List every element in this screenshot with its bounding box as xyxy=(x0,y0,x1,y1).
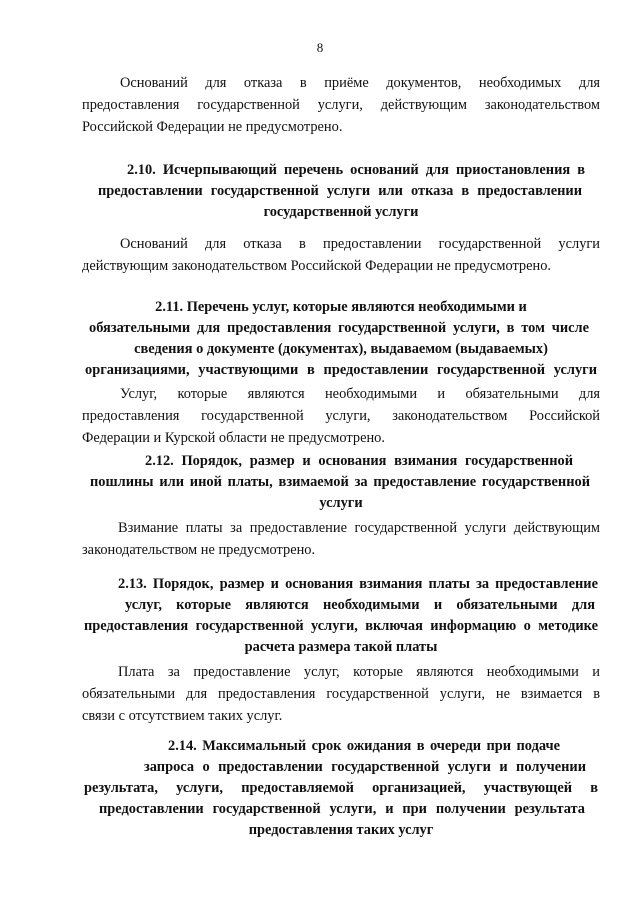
section-heading-line: организациями, участвующими в предоставлении государственной услуги xyxy=(85,362,597,378)
section-heading-line: 2.12. Порядок, размер и основания взимания государственной xyxy=(145,453,573,469)
paragraph-line: Услуг, которые являются необходимыми и обязательными для xyxy=(120,386,600,402)
section-heading-line: услуги xyxy=(319,495,363,511)
section-heading-line: результата, услуги, предоставляемой организацией, участвующей в xyxy=(84,780,598,796)
section-heading-line: предоставления таких услуг xyxy=(248,822,434,838)
section-heading-line: обязательными для предоставления государственной услуги, в том числе xyxy=(89,320,589,336)
paragraph-line: предоставления государственной услуги, действующим законодательством xyxy=(82,97,600,113)
section-heading-line: 2.10. Исчерпывающий перечень оснований для приостановления в xyxy=(127,162,585,178)
section-heading-line: 2.14. Максимальный срок ожидания в очереди при подаче xyxy=(168,738,560,754)
section-heading-line: предоставления государственной услуги, включая информацию о методике xyxy=(84,618,598,634)
section-heading-line: предоставлении государственной услуги, и при получении результата xyxy=(99,801,585,817)
page-number: 8 xyxy=(316,40,324,55)
section-heading-line: пошлины или иной платы, взимаемой за предоставление государственной xyxy=(90,474,590,490)
paragraph-line: законодательством не предусмотрено. xyxy=(82,542,316,558)
section-heading-line: сведения о документе (документах), выдаваемом (выдаваемых) xyxy=(134,341,548,357)
section-heading-line: расчета размера такой платы xyxy=(244,639,438,655)
section-heading-line: запроса о предоставлении государственной услуги и получении xyxy=(144,759,586,775)
paragraph-line: Оснований для отказа в приёме документов, необходимых для xyxy=(120,75,600,91)
paragraph-line: Российской Федерации не предусмотрено. xyxy=(82,119,343,135)
section-heading-line: предоставлении государственной услуги или отказа в предоставлении xyxy=(98,183,582,199)
paragraph-line: действующим законодательством Российской Федерации не предусмотрено. xyxy=(82,258,552,274)
section-heading-line: 2.13. Порядок, размер и основания взимания платы за предоставление xyxy=(118,576,598,592)
paragraph-line: Оснований для отказа в предоставлении государственной услуги xyxy=(120,236,600,252)
section-heading-line: 2.11. Перечень услуг, которые являются необходимыми и xyxy=(155,299,527,315)
paragraph-line: Плата за предоставление услуг, которые являются необходимыми и xyxy=(118,664,600,680)
paragraph-line: связи с отсутствием таких услуг. xyxy=(82,708,283,724)
paragraph-line: обязательными для предоставления государственной услуги, не взимается в xyxy=(82,686,600,702)
paragraph-line: Взимание платы за предоставление государственной услуги действующим xyxy=(118,520,600,536)
paragraph-line: предоставления государственной услуги, законодательством Российской xyxy=(82,408,600,424)
paragraph-line: Федерации и Курской области не предусмотрено. xyxy=(82,430,385,446)
section-heading-line: услуг, которые являются необходимыми и обязательными для xyxy=(125,597,595,613)
section-heading-line: государственной услуги xyxy=(263,204,419,220)
